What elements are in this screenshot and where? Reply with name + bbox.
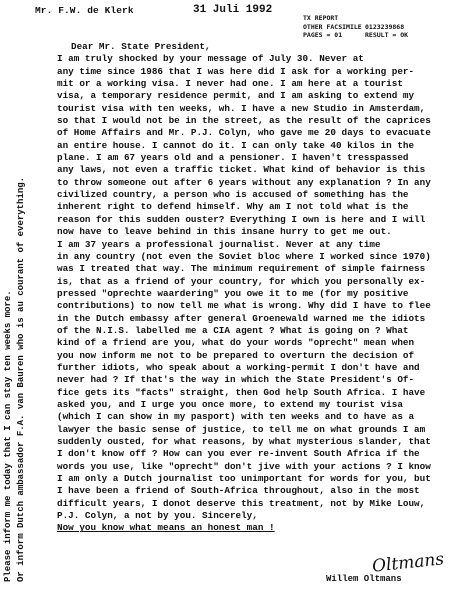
letter-line: difficult years, I donot deserve this treatment, not by Mike Louw, [57,497,426,509]
letter-line: I have been a friend of South-Africa throughout, also in the most [57,485,420,497]
handwritten-signature: Oltmans [371,549,445,577]
letter-line: you now inform me not to be prepared to overturn the decision of [57,349,415,361]
letter-line: never had ? If that's the way in which the State President's Of- [57,374,415,386]
letter-line: was I treated that way. The minimum requirement of simple fairness [57,263,426,275]
fax-report-line: OTHER FACSIMILE 0123239868 [303,22,405,31]
letter-line: is, that as a friend of your country, for which you personally ex- [57,275,426,287]
letter-line: further idiots, who speak about a working-permit I don't have and [57,361,420,373]
signer-name: Willem Oltmans [326,574,402,584]
fax-transmission-report [303,14,409,40]
letter-line: civilized country, a person who is accused of something has the [57,189,409,201]
letter-line: to throw someone out after 6 years without any explanation ? In any [57,176,431,188]
letter-line: now have to leave behind in this insane hurry to get me out. [57,226,392,238]
letter-line: I don't know off ? How can you ever re-invent South Africa if the [57,448,420,460]
letter-line: I am only a Dutch journalist too unimportant for words for you, but [57,473,431,485]
letter-line: so that I would not be in the street, as the result of the caprices [57,115,431,127]
addressee: Mr. F.W. de Klerk [35,5,134,16]
fax-report-line: TX REPORT [303,14,339,22]
letter-line: mit or a working visa. I never had one. I am here at a tourist [57,78,403,90]
letter-line: suddenly ousted, for what reasons, by what mysterious slander, that [57,436,431,447]
letter-line: Dear Mr. State President, [71,41,211,52]
letter-line: words you use, like "oprecht" don't jive with your actions ? I know [57,460,431,472]
letter-line: lawyer the basic sense of justice, to tell me on what grounds I am [57,423,426,435]
letter-line: Now you know what means an honest man ! [57,522,275,534]
letter-line: kind of a friend are you, what do your words "oprecht" mean when [57,337,415,349]
letter-line: P.J. Colyn, a not by you. Sincerely, [57,510,258,522]
letter-line: I am truly shocked by your message of July 30. Never at [57,53,364,65]
margin-note-line: Or inform Dutch ambassador F.A. van Bauren who is au courant of everything. [16,176,26,582]
letter-line: of Home Affairs and Mr. P.J. Colyn, who gave me 20 days to evacuate [57,127,431,139]
letter-line: in the Dutch embassy after general Groenewald warned me the idiots [57,312,426,324]
letter-line: visa, a temporary residence permit, and I am asking to extend my [57,90,415,102]
fax-report-line: PAGES = 01 RESULT = OK [303,31,409,40]
letter-line: in any country (not even the Soviet bloc where I worked since 1970) [57,250,431,262]
letter-line: tourist visa with ten weeks, wh. I have a new Studio in Amsterdam, [57,102,426,114]
letter-line: fice gets its "facts" straight, then God help South Africa. I have [57,386,426,398]
letter-line: plane. I am 67 years old and a pensioner. I haven't tresspassed [57,152,409,164]
letter-line: pressed "oprechte waardering" you owe it to me (for my positive [57,287,409,299]
letter-line: any laws, not even a traffic ticket. What kind of behavior is this [57,164,426,176]
letter-line: reason for this sudden ouster? Everything I own is here and I will [57,213,426,225]
letter-line: asked you, and I urge you once more, to extend my tourist visa [57,398,403,410]
margin-note [2,82,40,582]
letter-date: 31 Juli 1992 [193,4,273,16]
letter-line: contributions) to now tell me what is wrong. Why did I have to flee [57,300,431,312]
letter-line: an entire house. I cannot do it. I can only take 40 kilos in the [57,139,415,151]
letter-line: I am 37 years a professional journalist. Never at any time [57,238,381,250]
letter-body [57,41,447,535]
margin-note-line: Please inform me today that I can stay ten weeks more. [3,290,13,582]
letter-line: of the N.I.S. labelled me a CIA agent ? What is going on ? What [57,324,409,336]
letter-line: inherent right to defend himself. Why am I not told what is the [57,201,409,213]
letter-line: any time since 1986 that I was here did I ask for a working per- [57,65,415,77]
letter-line: (which I can show in my pasport) with ten weeks and to have as a [57,411,415,423]
